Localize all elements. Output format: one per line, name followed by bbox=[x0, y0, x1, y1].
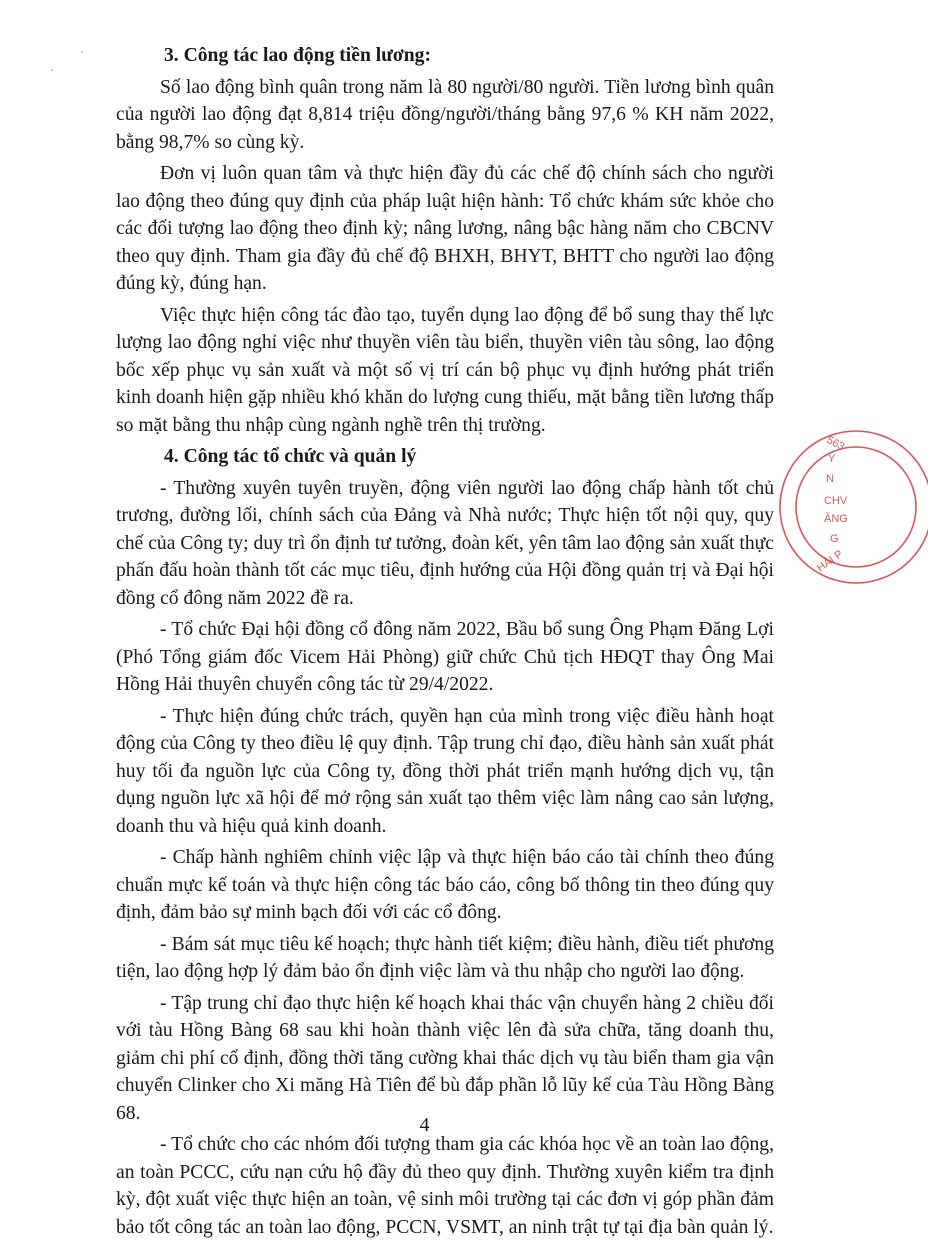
paragraph: Đơn vị luôn quan tâm và thực hiện đầy đủ các chế độ chính sách cho người lao động theo đúng quy định của pháp luật hiện hành: Tổ chức khám sức khỏe cho các đối tượng lao động theo định kỳ; nâng lương, nâng bậc hàng năm cho CBCNV theo quy định. Tham gia đầy đủ chế độ BHXH, BHYT, BHTT cho người lao động đúng kỳ, đúng hạn. bbox=[116, 163, 774, 294]
list-item: - Thực hiện đúng chức trách, quyền hạn của mình trong việc điều hành hoạt động của Công ty theo điều lệ quy định. Tập trung chỉ đạo, điều hành sản xuất phát huy tối đa nguồn lực của Công ty, đồng thời phát triển mạnh hướng dịch vụ, tận dụng nguồn lực xã hội để mở rộng sản xuất tạo thêm việc làm nâng cao sản lượng, doanh thu và hiệu quả kinh doanh. bbox=[116, 705, 774, 837]
paragraph: Việc thực hiện công tác đào tạo, tuyển dụng lao động để bổ sung thay thế lực lượng lao động nghỉ việc như thuyền viên tàu biển, thuyền viên tàu sông, lao động bốc xếp phục vụ sản xuất và một số vị trí cán bộ phục vụ định hướng phát triển kinh doanh hiện gặp nhiều khó khăn do lượng cung thiếu, mặt bằng tiền lương thấp so mặt bằng thu nhập cùng ngành nghề trên thị trường. bbox=[116, 304, 774, 436]
svg-text:Y: Y bbox=[828, 453, 836, 465]
page-number: 4 bbox=[419, 1114, 430, 1136]
document-body bbox=[116, 42, 774, 1245]
svg-text:N: N bbox=[826, 473, 834, 485]
scan-specks bbox=[48, 48, 108, 78]
section-heading: 4. Công tác tổ chức và quản lý bbox=[164, 446, 417, 467]
list-item: - Thường xuyên tuyên truyền, động viên người lao động chấp hành tốt chủ trương, đường lối, chính sách của Đảng và Nhà nước; Thực hiện tốt nội quy, quy chế của Công ty; duy trì ổn định tư tưởng, đoàn kết, yên tâm lao động sản xuất thực phấn đấu hoàn thành tốt các mục tiêu, định hướng của Hội đồng quản trị và Đại hội đồng cổ đông năm 2022 đề ra. bbox=[116, 477, 774, 609]
svg-text:G: G bbox=[830, 533, 839, 545]
company-seal bbox=[778, 412, 928, 602]
list-item: - Bám sát mục tiêu kế hoạch; thực hành tiết kiệm; điều hành, điều tiết phương tiện, lao động hợp lý đảm bảo ổn định việc làm và thu nhập cho người lao động. bbox=[116, 933, 774, 982]
list-item: - Chấp hành nghiêm chỉnh việc lập và thực hiện báo cáo tài chính theo đúng chuẩn mực kế toán và thực hiện công tác báo cáo, công bố thông tin theo đúng quy định, đảm bảo sự minh bạch đối với các cổ đông. bbox=[116, 847, 774, 923]
section-labor-wages bbox=[116, 42, 774, 439]
svg-text:HẢI P: HẢI P bbox=[814, 548, 846, 575]
svg-text:563: 563 bbox=[824, 434, 847, 454]
svg-text:ĂNG: ĂNG bbox=[824, 513, 848, 525]
list-item: - Tổ chức cho các nhóm đối tượng tham gia các khóa học về an toàn lao động, an toàn PCCC, cứu nạn cứu hộ đầy đủ theo quy định. Thường xuyên kiểm tra định kỳ, đột xuất việc thực hiện an toàn, vệ sinh môi trường tại các đơn vị góp phần đảm bảo tốt công tác an toàn lao động, PCCN, VSMT, an ninh trật tự tại địa bàn quản lý. bbox=[116, 1134, 774, 1238]
list-item: - Tập trung chỉ đạo thực hiện kế hoạch khai thác vận chuyển hàng 2 chiều đối với tàu Hồng Bàng 68 sau khi hoàn thành việc lên đà sửa chữa, tăng doanh thu, giảm chi phí cố định, đồng thời tăng cường khai thác dịch vụ tàu biển tham gia vận chuyển Clinker cho Xi măng Hà Tiên để bù đắp phần lỗ lũy kế của Tàu Hồng Bàng 68. bbox=[116, 992, 774, 1124]
section-heading: 3. Công tác lao động tiền lương: bbox=[164, 45, 432, 66]
list-item: - Tổ chức Đại hội đồng cổ đông năm 2022, Bầu bổ sung Ông Phạm Đăng Lợi (Phó Tổng giám đốc Vicem Hải Phòng) giữ chức Chủ tịch HĐQT thay Ông Mai Hồng Hải thuyên chuyển công tác từ 29/4/2022. bbox=[116, 619, 774, 695]
svg-text:CHV: CHV bbox=[824, 495, 848, 507]
paragraph: Số lao động bình quân trong năm là 80 người/80 người. Tiền lương bình quân của người lao động đạt 8,814 triệu đồng/người/tháng bằng 97,6 % KH năm 2022, bằng 98,7% so cùng kỳ. bbox=[116, 76, 774, 153]
